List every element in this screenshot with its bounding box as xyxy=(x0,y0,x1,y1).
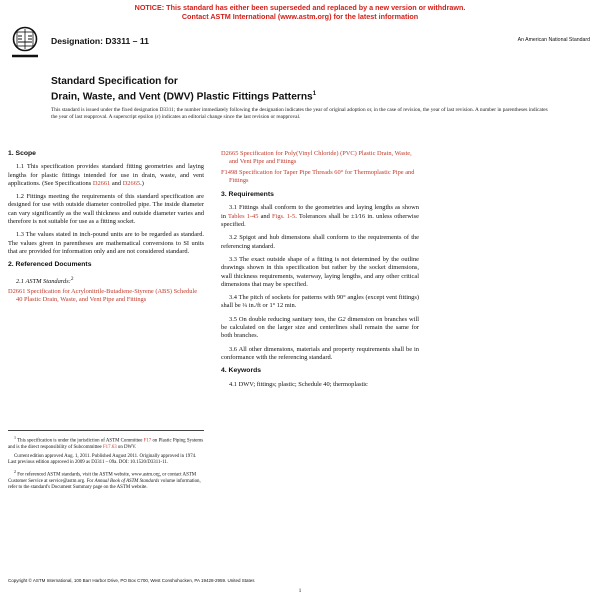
referenced-documents-heading: 2. Referenced Documents xyxy=(8,261,92,269)
requirements-3-3: 3.3 The exact outside shape of a fitting is not determined by the outline drawings shown in this specification but rather by the socket dimensions, wall thickness requirements, waterway, laying lengths, and any other critical dimensions that may be specified. xyxy=(221,255,419,288)
astm-standards-mark: 2 xyxy=(70,275,74,282)
link-d2661[interactable]: D2661 xyxy=(92,179,111,187)
requirements-heading: 3. Requirements xyxy=(221,191,274,199)
scope-heading: 1. Scope xyxy=(8,150,36,157)
title-line-1: Standard Specification for xyxy=(51,76,178,87)
footnote-2 xyxy=(8,469,204,491)
title-footnote-mark: 1 xyxy=(312,91,317,97)
reference-id[interactable]: D2661 xyxy=(8,287,26,295)
g2-dimension: G2 xyxy=(337,315,346,323)
right-column xyxy=(221,150,419,394)
scope-1-1-and: and xyxy=(110,179,123,187)
requirements-3-5 xyxy=(221,316,419,341)
astm-standards-subheading xyxy=(8,275,204,286)
link-f17[interactable]: F17 xyxy=(143,438,152,444)
notice-line-2: Contact ASTM International (www.astm.org) for the latest information xyxy=(181,12,419,21)
notice-line-1: NOTICE: This standard has either been superseded and replaced by a new version or withdrawn. xyxy=(134,3,466,12)
reference-id[interactable]: F1498 xyxy=(221,168,238,176)
page-number: 1 xyxy=(298,588,302,594)
scope-1-1-text: 1.1 This specification provides standard fitting geometries and laying lengths for plastic fittings intended for use in drain, waste, and vent applications. (See Specifications xyxy=(8,163,204,187)
requirements-3-4: 3.4 The pitch of sockets for patterns with 90° angles (except vent fittings) shall be ¼ in./ft or 1° 12 min. xyxy=(221,294,419,310)
scope-1-1 xyxy=(8,163,204,188)
footnote-1-text: This specification is under the jurisdiction of ASTM Committee xyxy=(17,438,144,444)
reference-title[interactable]: Specification for Acrylonitrile-Butadiene-Styrene (ABS) Schedule 40 Plastic Drain, Waste, and Vent Pipe and Fittings xyxy=(16,287,198,304)
copyright-line: Copyright © ASTM International, 100 Barr Harbor Drive, PO Box C700, West Conshohocken, PA 19428-2959. United States xyxy=(8,578,255,583)
link-d2665[interactable]: D2665 xyxy=(122,179,141,187)
footnote-2-mark: 2 xyxy=(14,469,16,475)
requirements-3-5-end: dimension on branches will be calculated on the larger size and centerlines shall remain the same for both branches. xyxy=(221,315,419,340)
document-header xyxy=(10,26,590,60)
requirements-3-2: 3.2 Spigot and hub dimensions shall conform to the requirements of the referencing standard. xyxy=(221,234,419,250)
keywords-text: 4.1 DWV; fittings; plastic; Schedule 40; thermoplastic xyxy=(229,380,368,388)
designation: Designation: D3311 – 11 xyxy=(51,36,149,46)
supersession-notice xyxy=(0,3,600,21)
astm-standards-label: 2.1 ASTM Standards: xyxy=(16,277,71,285)
scope-1-1-end: .) xyxy=(140,179,144,187)
standard-type: An American National Standard xyxy=(517,37,590,43)
requirements-3-1 xyxy=(221,204,419,229)
reference-title[interactable]: Specification for Taper Pipe Threads 60° for Thermoplastic Pipe and Fittings xyxy=(229,168,415,184)
link-figs[interactable]: Figs. 1-5 xyxy=(271,212,296,220)
footnote-2-text: For referenced ASTM standards, visit the ASTM website, www.astm.org, or contact ASTM Customer Service at service@astm.org. For xyxy=(8,473,197,485)
footnotes xyxy=(8,430,204,495)
reference-item[interactable] xyxy=(221,169,419,186)
footnote-2-end: volume information, refer to the standard's Document Summary page on the ASTM website. xyxy=(8,479,201,491)
requirements-3-6: 3.6 All other dimensions, materials and property requirements shall be in conformance with the referencing standard. xyxy=(221,345,419,361)
astm-logo-icon xyxy=(10,26,40,60)
annual-book-title: Annual Book of ASTM Standards xyxy=(94,479,160,485)
issuance-statement: This standard is issued under the fixed designation D3311; the number immediately following the designation indicates the year of original adoption or, in the case of revision, the year of last revision. A number in parentheses indicates the year of last reapproval. A superscript epsilon (ε) indicates an editorial change since the last revision or reapproval. xyxy=(51,107,548,120)
requirements-3-1-and: and xyxy=(258,212,272,220)
link-tables[interactable]: Tables 1-45 xyxy=(228,212,259,220)
footnote-1-mark: 1 xyxy=(14,435,16,440)
requirements-3-1-end: . Tolerances shall be ±1⁄16 in. unless otherwise specified. xyxy=(221,212,419,229)
requirements-3-1-text: 3.1 Fittings shall conform to the geometries and laying lengths as shown in xyxy=(221,204,419,220)
reference-title[interactable]: Specification for Poly(Vinyl Chloride) (PVC) Plastic Drain, Waste, and Vent Pipe and Fittings xyxy=(229,150,412,166)
title-line-2: Drain, Waste, and Vent (DWV) Plastic Fittings Patterns xyxy=(51,91,313,103)
link-f17-63[interactable]: F17.63 xyxy=(102,444,117,450)
footnote-1-mid: on Plastic Piping Systems and is the direct responsibility of Subcommittee xyxy=(8,438,204,450)
footnote-1-edition: Current edition approved Aug. 1, 2011. Published August 2011. Originally approved in 1974. Last previous edition approved in 2009 as D3311 – 09a. DOI: 10.1520/D3311-11. xyxy=(8,454,197,466)
scope-1-2: 1.2 Fittings meeting the requirements of this standard specification are designed for use with outside diameter controlled pipe. The inside diameter can vary significantly as the wall thickness and outside diameter varies and therefore is not suitable for use as a fitting socket. xyxy=(8,193,204,226)
reference-item[interactable] xyxy=(8,288,204,305)
requirements-3-5-text: 3.5 On double reducing sanitary tees, the xyxy=(229,315,338,323)
reference-item[interactable] xyxy=(221,150,419,167)
reference-id[interactable]: D2665 xyxy=(221,150,239,157)
keywords-heading: 4. Keywords xyxy=(221,367,262,375)
left-column xyxy=(8,150,204,307)
document-title xyxy=(51,76,521,103)
footnote-1-end: on DWV. xyxy=(116,444,137,450)
footnote-1 xyxy=(8,435,204,451)
scope-1-3: 1.3 The values stated in inch-pound units are to be regarded as standard. The values given in parentheses are mathematical conversions to SI units that are provided for information only and are not considered standard. xyxy=(8,231,204,255)
